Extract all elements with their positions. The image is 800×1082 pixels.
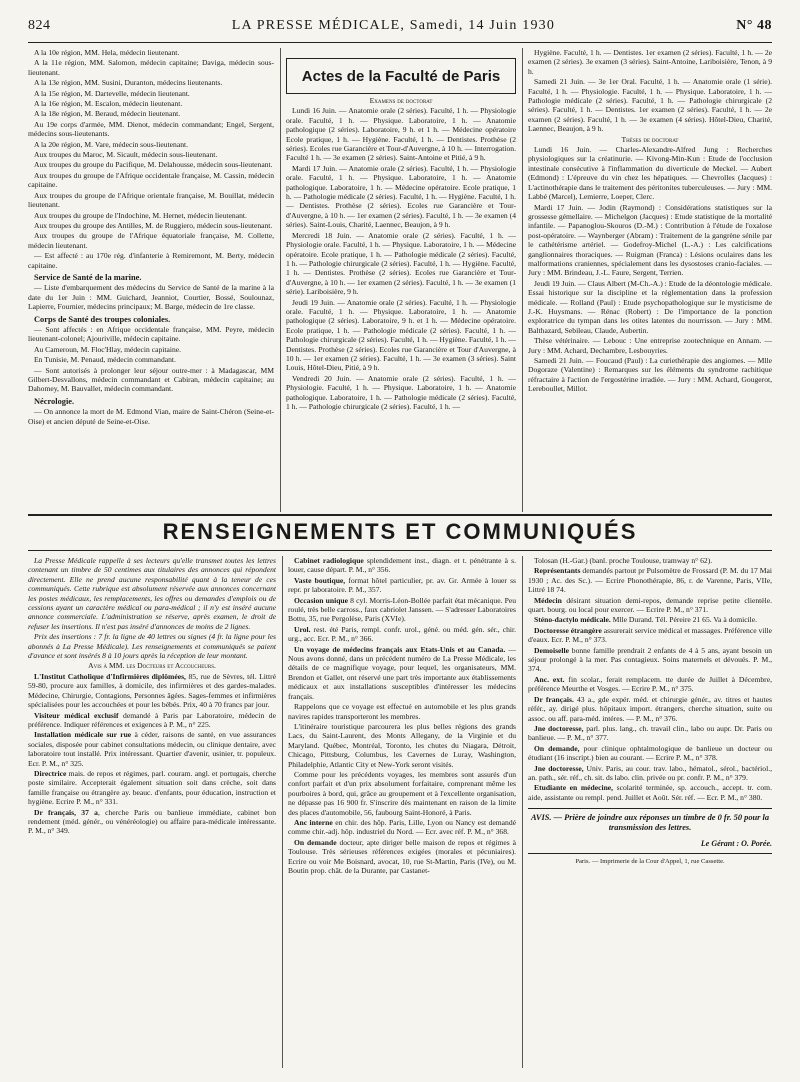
classified-ad [528,626,772,645]
top-left-column [28,48,274,510]
ad-body: demandés partout pr Pulsomètre de Frossard (P. M. du 17 Mai 1930 ; Ac. des Sc.). — Ecrire Phonothérapie, 86, r. de Varenne, Paris, VIIe, Littré 18 74. [528,566,772,595]
ad-headline: Jne doctoresse, [534,723,584,733]
classified-ad [528,615,772,624]
paragraph: A la 11e région, MM. Salomon, médecin capitaine; Daviga, médecin sous-lieutenant. [28,58,274,77]
classified-ad [288,576,516,595]
classified-ad [28,769,276,807]
classified-ad [528,764,772,783]
ad-body: en chir. des hôp. Paris, Lille, Lyon ou Nancy est demandé comme chir.-adj. hôp. industriel du Nord. — Ecr. avec réf. P. M., n° 368. [288,817,516,837]
paragraph: A la 16e région, M. Escalon, médecin lieutenant. [34,99,183,109]
paper-title: LA PRESSE MÉDICALE, Samedi, 14 Juin 1930 [231,18,556,33]
paragraph: Aux troupes du groupe de l'Afrique orientale française, M. Bouillat, médecin lieutenant. [28,190,274,210]
ad-body: splendidement inst., diagn. et t. pénétrante à s. louer, cause départ. P. M., n° 356. [288,556,516,575]
ad-body: pour clinique ophtalmologique de banlieue un docteur ou étudiant (16 inscript.) bien au courant. — Ecrire P. M., n° 378. [528,743,772,763]
classified-ad [28,808,276,836]
ad-body: 8 cyl. Morris-Léon-Bollée parfait état mécanique. Peu roulé, très belle carross., faux cabriolet Janssen. — S'adresser Laboratoires Bottu, 35, rue Pergolèse, Paris (XVIe). [288,595,516,624]
exam-schedule: Mardi 17 Juin. — Anatomie orale (2 séries). Faculté, 1 h. — Physiologie orale. Faculté, 1 h. — Physique. Laboratoire, 1 h. — Anatomie pathologique. Laboratoire, 1 h. — Médecine opératoire. Ecole pratique, 1 h. — Pathologie médicale (2 séries). Faculté, 1 h. — Hygiène. Faculté, 1 h. — Dentistes. Prothèse (2 séries). Ecoles rue Garancière et Tour-d'Auvergne, à 10 h. — 1er examen (2 séries). Faculté, 1 h. — 3e examen (4 séries). Saint-Louis, Charité, Laennec, Beaujon, à 9 h. [286,163,516,230]
printer-imprint: Paris. — Imprimerie de la Cour d'Appel, 1, rue Cassette. [528,853,772,866]
paragraph: Samedi 21 Juin. — Foucaud (Paul) : La curiethérapie des angiomes. — Mlle Dogoraze (Valentine) : Remarques sur les éléments du syndrome rachitique réfractaire à l'action de l'ergostérine irradiée. — Jury : MM. Achard, Gougerot, Lereboullet, Millot. [528,356,772,394]
section-title: RENSEIGNEMENTS ET COMMUNIQUÉS [162,519,638,544]
header-rule [28,42,772,43]
ad-body: à céder, raisons de santé, en vue assurances sociales, disposée pour cabinet consultations médecin, ou clinique dentaire, avec laboratoire tout installé. Prix intéressant. Quartier d'avenir, usinier, tr. populeux. Ecr. P. M., n° 325. [28,730,276,768]
classified-ad [528,724,772,743]
avis-notice: AVIS. — Prière de joindre aux réponses un timbre de 0 fr. 50 pour la transmission des lettres. [528,808,772,833]
classified-ad [288,596,516,624]
section-heading: Service de Santé de la marine. [34,272,142,282]
ad-headline: L'Institut Catholique d'Infirmières diplômées, [34,671,186,681]
paragraph: A la 15e région, M. Dartevelle, médecin lieutenant. [34,88,190,98]
classified-ad [528,695,772,723]
ad-headline: Jne doctoresse, [534,763,584,773]
notice-heading: Avis à MM. les Docteurs et Accoucheurs. [88,661,216,671]
paragraph: — Liste d'embarquement des médecins du Service de Santé de la marine à la date du 1er Juin : MM. Guichard, Jeanniot, Courtier, Bossé, Soulounaz, Lapierre, Fournier, médecins principaux; M. Barge, médecin de 1re classe. [28,283,274,312]
paragraph: Samedi 21 Juin. — 3e 1er Oral. Faculté, 1 h. — Anatomie orale (1 série). Faculté, 1 h. — Physiologie. Faculté, 1 h. — Physique. Laboratoire, 1 h. — Pathologie médicale (2 séries). Faculté, 1 h. — Pathologie chirurgicale (2 séries). Faculté, 1 h. — Dentistes. 1er examen (2 séries). Faculté, 1 h. — 2e examen (2 séries). Faculté, 1 h. — 3e examen (4 séries). Hôtel-Dieu, Charité, Laennec, Beaujon, à 9 h. [528,77,772,134]
paragraph: Au Cameroun, M. Floc'Hlay, médecin capitaine. [34,344,182,354]
paragraph: — Sont autorisés à prolonger leur séjour outre-mer : à Madagascar, MM Gilbert-Desvallons, médecin commandant et Cabiran, médecin capitaine; au Dahomey, M. Bauvallet, médecin commandant. [28,365,274,394]
ad-headline: Anc. ext. [534,674,565,684]
actes-title-box [286,58,516,94]
ad-headline: Occasion unique [294,595,349,605]
actes-title: Actes de la Faculté de Paris [301,67,501,85]
section-heading: Corps de Santé des troupes coloniales. [34,314,171,324]
classified-ad [288,818,516,837]
classified-ad [528,783,772,802]
ad-body: format hôtel particulier, pr. av. Gr. Armée à louer ss repr. pr laboratoire. P. M., 357. [288,575,516,595]
ads-middle-column [288,556,516,1066]
paragraph: Rappelons que ce voyage est effectué en automobile et les plus grands navires rapides transporteront les membres. [288,702,516,721]
ad-body: Univ. Paris, au cour. trav. labo., hématol., sérol., bactériol., an. path., sér. réf., ch. sit. ds labo. clin. privée ou pr. confr. P. M., n° 379. [528,763,772,782]
paragraph: Aux troupes du groupe de l'Indochine, M. Hernet, médecin lieutenant. [34,210,247,220]
notice-paragraph: La Presse Médicale rappelle à ses lecteurs qu'elle transmet toutes les lettres contenant un timbre de 50 centimes aux titulaires des annonces qui répondent directement. Elle ne prend aucune responsabilité quant à la teneur de ces communiqués. Cette rubrique est absolument réservée aux annonces concernant les postes médicaux, les remplacements, les offres ou demandes d'emplois ou de cessions ayant un caractère médical ou para-médical ; il n'y est inséré aucune annonce commerciale. L'administration se réserve, après examen, le droit de refuser les insertions. Il n'est pas inséré d'annonces de moins de 2 lignes. [28,556,276,631]
ad-body: désirant situation demi-repos, demande reprise petite clientèle. quart. bourg. ou local pour exercer. — Ecrire P. M., n° 371. [528,595,772,615]
ad-headline: Vaste boutique, [294,575,346,585]
exam-schedule: Jeudi 19 Juin. — Anatomie orale (2 séries). Faculté, 1 h. — Physiologie orale. Faculté, 1 h. — Physique. Laboratoire, 1 h. — Anatomie pathologique (2 séries). Laboratoire, 9 h. et 1 h. — Médecine opératoire. Ecole pratique, 1 h. — Pathologie médicale (2 séries). Faculté, 1 h. — Pathologie chirurgicale (2 séries). Faculté, 1 h. — Hygiène. Faculté, 1 h. — Dentistes. Prothèse (2 séries). Ecoles rue Garancière et Tour d'Auvergne, à 10 h. — 1er examen (2 séries). Faculté, 1 h. — 3e examen (3 séries). Saint Louis, Hôtel-Dieu, Pitié, à 9 h. [286,297,516,373]
paragraph: Aux troupes du groupe de l'Afrique équatoriale française, M. Collette, médecin lieutenant. [28,231,274,250]
ad-body: Mlle Durand. Tél. Péreire 21 65. Va à domicile. [610,615,758,625]
ad-headline: Urol. [294,624,311,634]
classified-ad [288,838,516,876]
column-divider [280,48,281,512]
exam-schedule: Lundi 16 Juin. — Anatomie orale (2 séries). Faculté, 1 h. — Physiologie orale. Faculté, 1 h. — Physique. Laboratoire, 1 h. — Anatomie pathologique (2 séries). Laboratoire, 9 h. et 1 h. — Médecine opératoire Ecole pratique, 1 h. — Hygiène. Faculté, 1 h. — Dentistes. Prothèse (2 séries). Ecoles rue Garancière et Tour-d'Auvergne, à 10 h. — Interrogation. Faculté 1 h. — 3e examen (2 séries). Saint-Antoine et Pitié, à 9 h. [286,106,516,163]
ad-headline: On demande [294,837,337,847]
ad-headline: Représentants [534,566,581,576]
subsection-heading: Thèses de doctorat [621,134,679,144]
gerant-signature: Le Gérant : O. Porée. [700,839,772,849]
exam-schedule: Vendredi 20 Juin. — Anatomie orale (2 séries). Faculté, 1 h. — Physiologie. Faculté, 1 h. — Physique. Laboratoire, 1 h. — Anatomie pathologique. Laboratoire, 1 h. — Pathologie médicale (2 séries). Faculté, 1 h. — Pathologie chirurgicale (2 séries). Faculté, 1 h. — [286,373,516,411]
ads-left-column [28,556,276,1066]
issue-number: N° 48 [736,18,772,33]
paragraph: — Est affecté : au 170e rég. d'infanterie à Remiremont, M. Berty, médecin capitaine. [28,251,274,270]
ad-body: bonne famille prendrait 2 enfants de 4 à 5 ans, ayant besoin un séjour prolongé à la mer. Pas contagieux. Soins maternels et dévoués. P. M., 374. [528,645,772,674]
ad-headline: Doctoresse étrangère [534,625,602,635]
ad-body: scolarité terminée, sp. accouch., accept. tr. com. aide, assistante ou rempl. pend. Juillet et Août. Sér. réf. — Ecr. P. M., n° 380. [528,783,772,802]
paragraph: Hygiène. Faculté, 1 h. — Dentistes. 1er examen (2 séries). Faculté, 1 h. — 2e examen (2 séries). 3e examen (3 séries). Saint-Antoine, Lariboisière, Tenon, à 9 h. [528,48,772,76]
paragraph: Thèse vétérinaire. — Lebouc : Une entreprise zootechnique en Annam. — Jury : MM. Achard, Dechambre, Lesbouyries. [528,336,772,355]
classified-ad [288,645,516,701]
actes-subtitle: Examens de doctorat [369,96,433,105]
paragraph: Aux troupes du groupe du Pacifique, M. Delahousse, médecin sous-lieutenant. [34,160,273,170]
classified-ad [28,711,276,730]
section-rule [28,550,772,551]
ad-headline: Installation médicale sur rue [34,730,132,740]
classified-ad [528,744,772,763]
ad-headline: Directrice [34,768,67,778]
ad-body: demandé à Paris par Laboratoire, médecin de préférence. Indiquer références et exigences à P. M., n° 225. [28,710,276,729]
ad-body: , cherche Paris ou banlieue immédiate, cabinet bon rendement (méd. génér., ou vénéréologie) ou affaire para-médicale intéressante. P. M., n° 349. [28,807,276,836]
ads-right-column [528,556,772,1066]
paragraph: En Tunisie, M. Penaud, médecin commandant. [34,355,176,365]
ad-body: 43 a., gde expér. méd. et chirurgie génér., av. titres et hautes référ., ay. dirigé plus. hôpitaux import. étrangers, cherche situation, suite ou assoc. ou aff. para-méd. intéres. — P. M., n° 376. [528,694,772,723]
classified-ad [528,646,772,674]
paragraph: Jeudi 19 Juin. — Claus Albert (M-Ch.-A.) : Etude de la déontologie médicale. Essai historique sur la discipline et la réglementation dans la profession médicale. — Rolland (Paul) : Etude psychopathologique sur le mysticisme de J.-K. Huysmans. — Rénac (Robert) : De l'importance de la ponction exploratrice du tympan dans les otites latentes du nourrisson. — Jury : MM. Balthazard, Sebileau, Claude, Aubertin. [528,278,772,335]
ad-headline: Etudiante en médecine, [534,783,614,793]
column-divider [522,48,523,512]
paragraph: Aux troupes du groupe des Antilles, M. de Ruggiero, médecin sous-lieutenant. [34,220,273,230]
classified-ad [28,672,276,710]
page-header [28,18,772,40]
paragraph: A la 20e région, M. Vare, médecin sous-lieutenant. [34,139,189,149]
ad-headline: Médecin [534,595,562,605]
exam-schedule: Mercredi 18 Juin. — Anatomie orale (2 séries). Faculté, 1 h. — Physiologie orale. Faculté, 1 h. — Physique. Laboratoire, 1 h. — Médecine opératoire. Ecole pratique, 1 h. — Pathologie médicale (2 séries). Faculté, 1 h. — Pathologie chirurgicale (2 séries). Faculté, 1 h. — Hygiène. Faculté, 1 h. — Dentistes. Prothèse (2 séries). Ecoles rue Garancière et Tour-d'Auvergne, à 10 h. — 1er examen (2 séries). Faculté, 1 h. — 3e examen (1 série). Lariboisière, 9 h. [286,230,516,297]
paragraph: Aux troupes du groupe de l'Afrique occidentale française, M. Cassin, médecin capitaine. [28,170,274,190]
paragraph: — Sont affectés : en Afrique occidentale française, MM. Peyre, médecin lieutenant-colonel; Ajouriville, médecin capitaine. [28,324,274,344]
ad-body: assurerait service médical et massages. Préférence ville d'eaux. Ecr. P. M., n° 373. [528,625,772,645]
paragraph: A la 13e région, MM. Susini, Duranton, médecins lieutenants. [34,78,223,88]
ad-body: — Nous avons donné, dans un précédent numéro de La Presse Médicale, les détails de ce magnifique voyage, pour lequel, les organisateurs, MM. Brendon et Gallet, ont réservé une part très importante aux établissements médicaux et aux installations susceptibles d'intéresser les médecins français. [288,644,516,701]
paragraph: A la 18e région, M. Beraud, médecin lieutenant. [34,109,181,119]
ad-headline: Un voyage de médecins français aux Etats-Unis et au Canada. [294,644,506,654]
ad-body: mais. de repos et régimes, parl. couram. angl. et portugais, cherche poste similaire. Accepterait également situation soit dans crèche, soit dans famille française ou étrangère ay. beauc. d'enfants, pour éducation, instruction et hygiène. Ecrire P. M., n° 331. [28,768,276,807]
notice-paragraph: Prix des insertions : 7 fr. la ligne de 40 lettres ou signes (4 fr. la ligne pour les abonnés à La Presse Médicale). Les renseignements et communiqués se paient d'avance et sont insérés 8 à 10 jours après la réception de leur montant. [28,632,276,661]
section-heading: Nécrologie. [34,396,75,406]
paragraph: Tolosan (H.-Gar.) (banl. proche Toulouse, tramway n° 62). [534,556,713,565]
ad-headline: Cabinet radiologique [294,556,364,565]
paragraph: Mardi 17 Juin. — Jodin (Raymond) : Considérations statistiques sur la grossesse gémellaire. — Michelgon (Jacques) : Etude statistique de la mortalité infantile. — Papanoglou-Skouros (D.-M.) : Contribution à l'étude de l'oxalose post-opératoire. — Waynberger (Abram) : Traitement de la gangrène sénile par le cathétérisme artériel. — Godefroy-Michel (L.-A.) : Les calcifications ganglionnaires thoraciques. — Ruigman (Franca) : Lésions oculaires dans les malformations craniennes, spécialement dans les dysostoses cranio-faciales. — Jury : MM. Brindeau, J.-L. Faure, Sergent, Terrien. [528,202,772,278]
actes-column [286,96,516,510]
classified-ad [528,596,772,615]
ad-body: 85, rue de Sèvres, tél. Littré 59-80, procure aux familles, à domicile, des infirmières et des gardes-malades. Médecine, Chirurgie, Contagions, Personnes âgées. Sages-femmes et infirmières spécialisées pour les accouchées et pour les bébés. Prix, 40 à 70 francs par jour. [28,671,276,710]
paragraph: Au 19e corps d'armée, MM. Dienot, médecin commandant; Engel, Sergent, médecins sous-lieutenants. [28,119,274,139]
paragraph: L'itinéraire touristique parcourera les plus belles régions des grands Lacs, du Saint-Laurent, des Monts Allegany, de la Virginie et du Maryland. Québec, Montréal, Toronto, les chutes du Niagara, Détroit, Chicago, Pittsburg, Columbus, les Cavernes de Luray, Washington, Philadelphie, Atlantic City et New-York seront visités. [288,721,516,769]
classified-ad [28,730,276,768]
paragraph: Lundi 16 Juin. — Charles-Alexandre-Alfred Jung : Recherches physiologiques sur la créatinurie. — Kivong-Min-Kun : Etude de l'occlusion intestinale consécutive à l'inflammation du diverticule de Meckel. — Aubert (Edmond) : L'épreuve du vin chez les hépatiques. — Chevrolles (Jacques) : L'actinothérapie dans le traitement des péritonites tuberculeuses. — Jury : MM. Labbé (Marcel), Lemierre, Loeper, Clerc. [528,145,772,202]
ad-headline: Sténo-dactylo médicale. [534,615,611,625]
paragraph: — On annonce la mort de M. Edmond Vian, maire de Saint-Chéron (Seine-et-Oise) et ancien député de Seine-et-Oise. [28,407,274,426]
classified-ad [528,675,772,694]
ad-body: fin scolar., ferait remplacem. tte durée de Juillet à Décembre, préférence Meurthe et Vosges. — Ecrire P. M., n° 375. [528,674,772,694]
ad-headline: Anc interne [294,817,333,827]
paragraph: Aux troupes du Maroc, M. Sicault, médecin sous-lieutenant. [34,150,218,160]
ad-body: rest. été Paris, rempl. confr. urol., géné. ou méd. gén. sér., chir. urg., acc. Ecr. P. M., n° 366. [288,624,516,644]
ad-headline: On demande, [534,743,580,753]
ad-headline: Dr français. [534,694,574,704]
ad-body: docteur, apte diriger belle maison de repos et régimes à Toulouse. Très sérieuses références exigées (morales et pécuniaires). Ecrire ou voir Me Boisnard, avocat, 10, rue St-Martin, Paris (IVe), ou M. Boutin prop. chât. de la Durante, par Castanet- [288,837,516,875]
ad-headline: Dr français, 37 a [34,807,98,817]
section-rule [28,514,772,516]
column-divider [522,556,523,1068]
classified-ad [528,566,772,594]
paragraph: A la 10e région, MM. Hela, médecin lieutenant. [34,48,180,57]
ad-body: parl. plus. lang., ch. travail clin., labo ou aupr. Dr. Paris ou banlieue. — P. M., n° 377. [528,723,772,743]
classified-ad [288,625,516,644]
page-number: 824 [28,18,51,33]
top-right-column [528,48,772,510]
paragraph: Comme pour les précédents voyages, les membres sont assurés d'un confort parfait et d'un prix absolument forfaitaire, comprenant même les pourboires à bord, qui, grâce au groupement et à l'excellente organisation, ne dépasse pas 16 900 fr. S'inscrire dès maintenant en raison de la limite des places d'automobile, 56, faubourg Saint-Honoré, à Paris. [288,769,516,817]
ad-headline: Demoiselle [534,645,570,655]
ad-headline: Visiteur médical exclusif [34,710,119,720]
column-divider [282,556,283,1068]
classified-ad [288,556,516,575]
